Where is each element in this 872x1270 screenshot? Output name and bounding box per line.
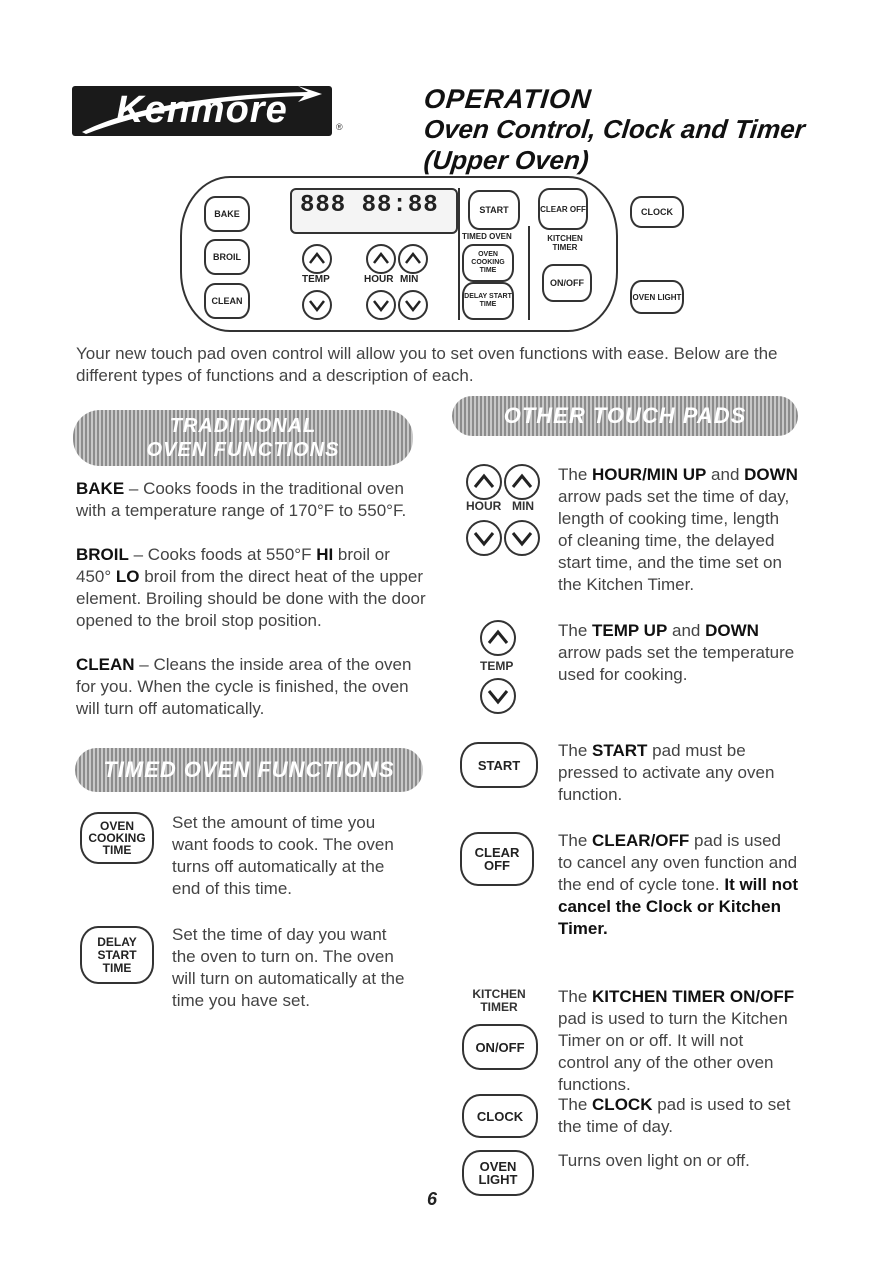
oven-light-pad: OVEN LIGHT xyxy=(462,1150,534,1196)
bake-description: BAKE – Cooks foods in the traditional oven with a temperature range of 170°F to 550°F. xyxy=(76,479,407,520)
temp-description: The TEMP UP and DOWN arrow pads set the temperature used for cooking. xyxy=(558,621,795,684)
panel-min-down-icon xyxy=(398,290,428,320)
panel-temp-up-icon xyxy=(302,244,332,274)
traditional-banner-line2: OVEN FUNCTIONS xyxy=(146,439,340,461)
logo-text: Kenmore xyxy=(116,89,288,131)
traditional-banner xyxy=(73,410,413,466)
min-caption: MIN xyxy=(512,499,534,513)
panel-temp-down-icon xyxy=(302,290,332,320)
page-title: OPERATION xyxy=(422,84,594,114)
min-up-icon xyxy=(504,464,540,500)
broil-term: BROIL xyxy=(76,545,129,564)
clock-pad: CLOCK xyxy=(462,1094,538,1138)
start-pad: START xyxy=(460,742,538,788)
panel-hour-label: HOUR xyxy=(364,274,394,285)
intro-paragraph: Your new touch pad oven control will allow you to set oven functions with ease. Below are the different types of functions and a description of each. xyxy=(76,344,778,385)
cooking-time-description: Set the amount of time you want foods to cook. The oven turns off automatically at the end of this time. xyxy=(172,813,394,898)
clean-description: CLEAN – Cleans the inside area of the oven for you. When the cycle is finished, the oven will turn off automatically. xyxy=(76,655,412,718)
temp-caption: TEMP xyxy=(480,659,514,673)
panel-on-off-pad: ON/OFF xyxy=(542,264,592,302)
panel-kitchen-timer-label: KITCHEN TIMER xyxy=(547,234,583,252)
display-digits: 888 88:88 xyxy=(300,192,439,219)
traditional-banner-line1: TRADITIONAL xyxy=(169,415,317,437)
kenmore-logo xyxy=(72,86,332,136)
panel-broil-pad: BROIL xyxy=(204,239,250,275)
oven-light-description: Turns oven light on or off. xyxy=(558,1151,750,1170)
hour-up-icon xyxy=(466,464,502,500)
kitchen-timer-caption: KITCHEN TIMER xyxy=(472,987,526,1014)
temp-up-icon xyxy=(480,620,516,656)
other-banner: OTHER TOUCH PADS xyxy=(452,396,798,436)
panel-oven-light-pad: OVEN LIGHT xyxy=(630,280,684,314)
hour-min-description: The HOUR/MIN UP and DOWN arrow pads set the time of day, length of cooking time, length of cleaning time, the delayed start time, and the time set on the Kitchen Timer. xyxy=(558,465,798,594)
panel-bake-pad: BAKE xyxy=(204,196,250,232)
page-subtitle-line1: Oven Control, Clock and Timer xyxy=(422,114,807,144)
page-subtitle-line2: (Upper Oven) xyxy=(422,145,591,175)
on-off-pad: ON/OFF xyxy=(462,1024,538,1070)
registered-mark: ® xyxy=(336,122,343,132)
min-down-icon xyxy=(504,520,540,556)
panel-min-label: MIN xyxy=(400,274,419,285)
oven-cooking-time-pad: OVEN COOKING TIME xyxy=(80,812,154,864)
hour-caption: HOUR xyxy=(466,499,502,513)
panel-start-pad: START xyxy=(468,190,520,230)
bake-term: BAKE xyxy=(76,479,125,498)
hour-down-icon xyxy=(466,520,502,556)
panel-divider xyxy=(458,188,460,320)
start-description: The START pad must be pressed to activate any oven function. xyxy=(558,741,775,804)
panel-temp-label: TEMP xyxy=(302,274,330,285)
page-number: 6 xyxy=(427,1189,438,1209)
panel-min-up-icon xyxy=(398,244,428,274)
panel-delay-start-time-pad: DELAY START TIME xyxy=(462,282,514,320)
clean-term: CLEAN xyxy=(76,655,135,674)
panel-hour-down-icon xyxy=(366,290,396,320)
panel-clock-pad: CLOCK xyxy=(630,196,684,228)
panel-oven-cooking-time-pad: OVEN COOKING TIME xyxy=(462,244,514,282)
broil-description: BROIL – Cooks foods at 550°F HI broil or 450° LO broil from the direct heat of the upper element. Broiling should be done with the door opened to the broil stop position. xyxy=(76,545,426,630)
kitchen-timer-description: The KITCHEN TIMER ON/OFF pad is used to turn the Kitchen Timer on or off. It will not control any of the other oven functions. xyxy=(558,987,795,1094)
timed-banner: TIMED OVEN FUNCTIONS xyxy=(75,748,423,792)
panel-timed-oven-label: TIMED OVEN xyxy=(462,232,512,241)
delay-start-time-pad: DELAY START TIME xyxy=(80,926,154,984)
clock-description: The CLOCK pad is used to set the time of day. xyxy=(558,1095,791,1136)
panel-clean-pad: CLEAN xyxy=(204,283,250,319)
panel-hour-up-icon xyxy=(366,244,396,274)
delay-start-description: Set the time of day you want the oven to turn on. The oven will turn on automatically at the time you have set. xyxy=(172,925,405,1010)
temp-down-icon xyxy=(480,678,516,714)
panel-clear-off-pad: CLEAR OFF xyxy=(538,188,588,230)
clear-off-pad: CLEAR OFF xyxy=(460,832,534,886)
clear-off-description: The CLEAR/OFF pad is used to cancel any oven function and the end of cycle tone. It will not cancel the Clock or Kitchen Timer. xyxy=(558,831,798,938)
panel-divider-2 xyxy=(528,226,530,320)
